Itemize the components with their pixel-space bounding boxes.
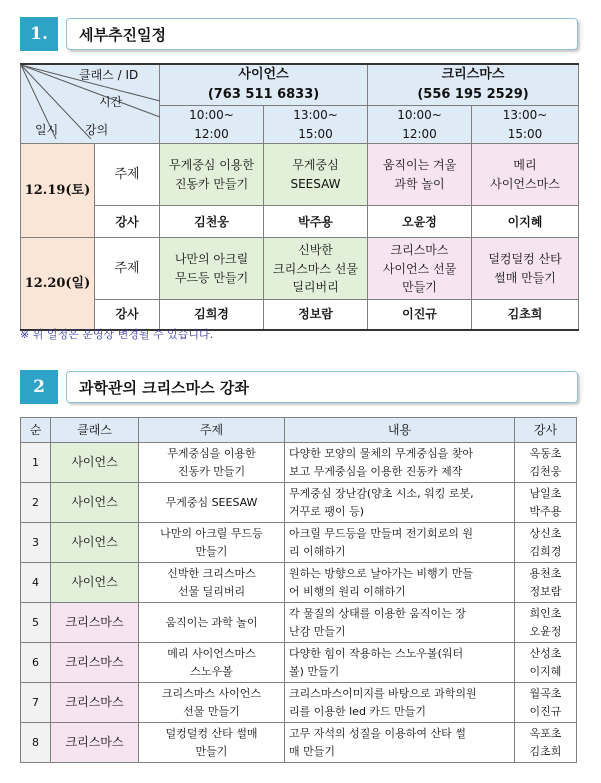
col-header-content: 내용 bbox=[285, 418, 515, 443]
schedule-topic: 신박한 크리스마스 선물 딜리버리 bbox=[264, 238, 368, 300]
col-header-class: 클래스 bbox=[51, 418, 139, 443]
section-2-header bbox=[20, 370, 578, 404]
schedule-teacher: 김초희 bbox=[472, 300, 579, 330]
section-1-title-box bbox=[66, 18, 578, 50]
section-2-title-box bbox=[66, 371, 578, 403]
date-cell: 12.20(일) bbox=[21, 238, 95, 330]
topic-label: 주제 bbox=[95, 238, 160, 300]
schedule-topic: 크리스마스 사이언스 선물 만들기 bbox=[368, 238, 472, 300]
col-header-no: 순 bbox=[21, 418, 51, 443]
schedule-corner-cell bbox=[21, 64, 160, 144]
schedule-note: ※ 위 일정은 운영상 변경될 수 있습니다. bbox=[20, 328, 214, 341]
schedule-topic: 나만의 아크릴 무드등 만들기 bbox=[160, 238, 264, 300]
corner-date-label: 일시 bbox=[35, 123, 59, 137]
table-row: 8 크리스마스 덜컹덜컹 산타 썰매 만들기 고무 자석의 성질을 이용하여 산타 썰 매 만들기 옥포초 김초희 bbox=[21, 723, 577, 763]
schedule-topic: 무게중심 이용한 진동카 만들기 bbox=[160, 144, 264, 206]
schedule-teacher: 오윤정 bbox=[368, 206, 472, 238]
table-row: 2 사이언스 무게중심 SEESAW 무게중심 장난감(양초 시소, 워킹 로봇, 거꾸로 팽이 등) 남일초 박주용 bbox=[21, 483, 577, 523]
class-christmas-header: 크리스마스 (556 195 2529) bbox=[368, 64, 579, 106]
corner-class-id-label: 클래스 / ID bbox=[79, 68, 139, 82]
table-row: 3 사이언스 나만의 아크릴 무드등 만들기 아크릴 무드등을 만들며 전기회로의 원 리 이해하기 상신초 김희경 bbox=[21, 523, 577, 563]
table-row: 5 크리스마스 움직이는 과학 놀이 각 물질의 상태를 이용한 움직이는 장 난감 만들기 희인초 오윤정 bbox=[21, 603, 577, 643]
schedule-teacher: 김희경 bbox=[160, 300, 264, 330]
schedule-topic: 메리 사이언스마스 bbox=[472, 144, 579, 206]
class-table bbox=[20, 417, 577, 763]
schedule-teacher: 박주용 bbox=[264, 206, 368, 238]
date-cell: 12.19(토) bbox=[21, 144, 95, 238]
schedule-topic: 무게중심 SEESAW bbox=[264, 144, 368, 206]
schedule-topic: 덜컹덜컹 산타 썰매 만들기 bbox=[472, 238, 579, 300]
col-header-topic: 주제 bbox=[139, 418, 285, 443]
schedule-teacher: 이지혜 bbox=[472, 206, 579, 238]
time-slot: 13:00~ 15:00 bbox=[472, 106, 579, 144]
teacher-label: 강사 bbox=[95, 300, 160, 330]
corner-time-label: 시간 bbox=[99, 95, 123, 109]
teacher-label: 강사 bbox=[95, 206, 160, 238]
time-slot: 13:00~ 15:00 bbox=[264, 106, 368, 144]
schedule-teacher: 정보람 bbox=[264, 300, 368, 330]
col-header-teacher: 강사 bbox=[515, 418, 577, 443]
class-science-header: 사이언스 (763 511 6833) bbox=[160, 64, 368, 106]
table-row: 1 사이언스 무게중심을 이용한 진동카 만들기 다양한 모양의 물체의 무게중심을 찾아 보고 무게중심을 이용한 진동카 제작 옥동초 김천웅 bbox=[21, 443, 577, 483]
topic-label: 주제 bbox=[95, 144, 160, 206]
section-2-title: 과학관의 크리스마스 강좌 bbox=[79, 378, 249, 397]
schedule-teacher: 김천웅 bbox=[160, 206, 264, 238]
section-2-number: 2 bbox=[20, 370, 58, 404]
schedule-topic: 움직이는 겨울 과학 놀이 bbox=[368, 144, 472, 206]
time-slot: 10:00~ 12:00 bbox=[160, 106, 264, 144]
schedule-teacher: 이진규 bbox=[368, 300, 472, 330]
table-row: 6 크리스마스 메리 사이언스마스 스노우볼 다양한 힘이 작용하는 스노우볼(워터 볼) 만들기 산성초 이지혜 bbox=[21, 643, 577, 683]
section-1-title: 세부추진일정 bbox=[79, 25, 166, 44]
table-row: 4 사이언스 신박한 크리스마스 선물 딜리버리 원하는 방향으로 날아가는 비행기 만들 어 비행의 원리 이해하기 용천초 정보람 bbox=[21, 563, 577, 603]
section-1-header bbox=[20, 17, 578, 51]
corner-lecture-label: 강의 bbox=[85, 123, 109, 137]
table-row: 7 크리스마스 크리스마스 사이언스 선물 만들기 크리스마스이미지를 바탕으로 과학의원 리를 이용한 led 카드 만들기 월곡초 이진규 bbox=[21, 683, 577, 723]
schedule-table bbox=[20, 63, 579, 331]
time-slot: 10:00~ 12:00 bbox=[368, 106, 472, 144]
section-1-number: 1. bbox=[20, 17, 58, 51]
